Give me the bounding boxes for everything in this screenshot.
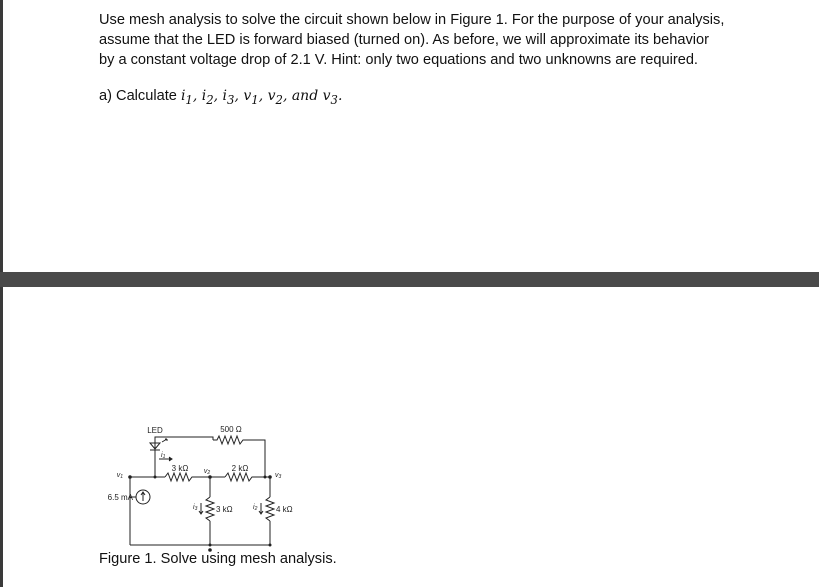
label-2k: 2 kΩ: [231, 464, 249, 473]
resistor-3k-horizontal: [165, 473, 195, 481]
node-v1: [128, 475, 132, 479]
node-bottom-right: [269, 544, 272, 547]
label-4k: 4 kΩ: [276, 505, 293, 514]
resistor-2k: [225, 473, 255, 481]
label-500-ohm: 500 Ω: [220, 425, 242, 434]
node-led-top: [154, 476, 157, 479]
question-variables: $i_1$, $i_2$, $i_3$, $v_1$, $v_2$, and $v_3$.: [180, 88, 343, 107]
label-source: 6.5 mA: [107, 493, 133, 502]
question-prefix: a) Calculate: [99, 88, 181, 104]
problem-line-3: by a constant voltage drop of 2.1 V. Hint: only two equations and two unknowns are required.: [99, 52, 698, 68]
node-r4k-top: [264, 476, 267, 479]
i3-arrow: [199, 503, 203, 514]
i2-arrow: [259, 503, 263, 514]
label-i3: i3: [193, 504, 198, 512]
problem-statement: [99, 10, 789, 70]
node-v3: [268, 475, 272, 479]
problem-line-2: assume that the LED is forward biased (turned on). As before, we will approximate its behavior: [99, 32, 709, 48]
label-v3: v3: [275, 472, 282, 480]
led-symbol: [150, 439, 167, 450]
page-separator: [0, 272, 819, 287]
wire-top-right: [249, 440, 265, 477]
circuit-diagram: [95, 415, 325, 555]
figure-caption: Figure 1. Solve using mesh analysis.: [99, 551, 337, 567]
label-3k-vertical: 3 kΩ: [216, 505, 233, 514]
problem-line-1: Use mesh analysis to solve the circuit shown below in Figure 1. For the purpose of your analysis,: [99, 12, 725, 28]
resistor-500-ohm: [213, 436, 249, 444]
label-i1: i1: [161, 452, 166, 460]
label-v1: v1: [116, 472, 123, 480]
node-bottom-left: [209, 544, 212, 547]
label-led: LED: [147, 426, 163, 435]
question-a: [99, 88, 342, 107]
label-3k-horizontal: 3 kΩ: [171, 464, 189, 473]
label-v2: v2: [203, 468, 211, 476]
resistor-4k: [266, 497, 274, 521]
wire-top-left: [155, 437, 213, 440]
resistor-3k-vertical: [206, 497, 214, 521]
current-source: [130, 490, 150, 504]
label-i2: i2: [253, 504, 258, 512]
